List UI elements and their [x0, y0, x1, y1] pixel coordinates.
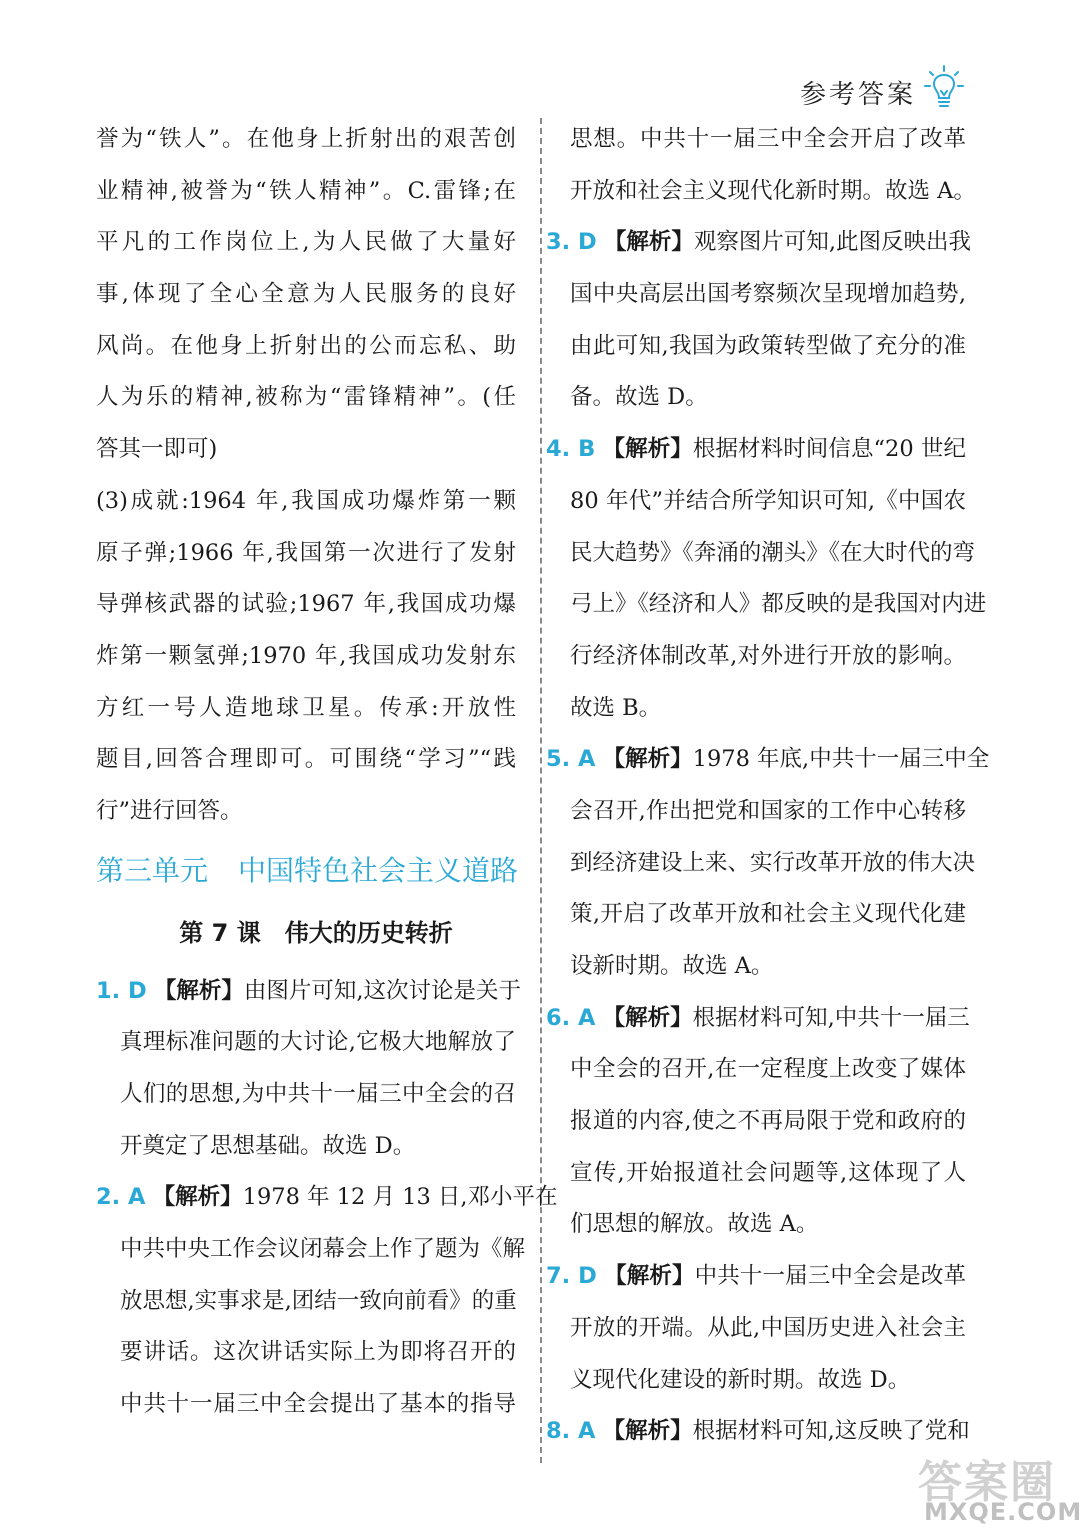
watermark-logo: [916, 1446, 1086, 1532]
answer-text: 中共十一届三中全会是改革: [694, 1263, 966, 1290]
question-number: 7. D: [546, 1263, 597, 1290]
text-line: 要讲话。这次讲话实际上为即将召开的: [120, 1339, 516, 1366]
analysis-tag: 【解析】: [152, 1184, 243, 1211]
text-line: 平凡的工作岗位上,为人民做了大量好: [96, 229, 516, 256]
text-line: 中全会的召开,在一定程度上改变了媒体: [570, 1056, 966, 1083]
answer-item-4: [546, 424, 987, 734]
left-column: [96, 114, 558, 1431]
question-number: 4. B: [546, 436, 596, 463]
text-line: 行”进行回答。: [96, 797, 243, 824]
text-line: 设新时期。故选 A。: [570, 953, 774, 979]
text-line: 誉为“铁人”。在他身上折射出的艰苦创: [96, 126, 516, 152]
text-line: 弓上》《经济和人》都反映的是我国对内进: [570, 591, 987, 618]
text-line: 开放的开端。从此,中国历史进入社会主: [570, 1314, 966, 1341]
text-line: 风尚。在他身上折射出的公而忘私、助: [96, 332, 516, 359]
text-line: 放思想,实事求是,团结一致向前看》的重: [120, 1287, 517, 1314]
analysis-tag: 【解析】: [603, 229, 694, 256]
text-line: 开放和社会主义现代化新时期。故选 A。: [570, 177, 976, 204]
answer-text: 1978 年 12 月 13 日,邓小平在: [242, 1184, 558, 1211]
text-line: (3)成就:1964 年,我国成功爆炸第一颗: [96, 487, 516, 514]
text-line: 到经济建设上来、实行改革开放的伟大决: [570, 849, 976, 876]
question-number: 3. D: [546, 229, 597, 256]
text-line: 报道的内容,使之不再局限于党和政府的: [570, 1108, 966, 1135]
text-line: 中共十一届三中全会提出了基本的指导: [120, 1391, 516, 1418]
text-line: 事,体现了全心全意为人民服务的良好: [96, 281, 516, 308]
text-line: 义现代化建设的新时期。故选 D。: [570, 1366, 911, 1393]
text-line: 开奠定了思想基础。故选 D。: [120, 1132, 416, 1159]
analysis-tag: 【解析】: [602, 746, 693, 773]
analysis-tag: 【解析】: [602, 436, 693, 463]
answer-item-2: [96, 1172, 558, 1430]
answer-text: 1978 年底,中共十一届三中全: [692, 746, 990, 773]
text-line: 宣传,开始报道社会问题等,这体现了人: [570, 1159, 966, 1186]
answer-item-5: [546, 734, 990, 992]
unit-number: 第三单元: [96, 853, 209, 887]
text-line: 国中央高层出国考察频次呈现增加趋势,: [570, 281, 966, 308]
text-line: 中共中央工作会议闭幕会上作了题为《解: [120, 1236, 526, 1263]
answer-text: 根据材料时间信息“20 世纪: [692, 436, 967, 463]
text-line: 们思想的解放。故选 A。: [570, 1211, 819, 1238]
answer-item-1: [96, 966, 522, 1173]
answer-text: 根据材料可知,中共十一届三: [692, 1004, 970, 1031]
question-number: 1. D: [96, 977, 147, 1004]
lesson-title: 第 7 课 伟大的历史转折: [179, 918, 453, 947]
text-line: 思想。中共十一届三中全会开启了改革: [570, 126, 966, 152]
text-line: 真理标准问题的大讨论,它极大地解放了: [120, 1029, 516, 1056]
unit-title: [96, 840, 519, 902]
header-title: 参考答案: [800, 80, 917, 110]
lightbulb-icon: [922, 64, 966, 110]
unit-name: 中国特色社会主义道路: [238, 853, 519, 887]
text-line: 导弹核武器的试验;1967 年,我国成功爆: [96, 591, 516, 618]
analysis-tag: 【解析】: [153, 977, 244, 1004]
watermark-url: MXQE.COM: [924, 1498, 1083, 1526]
text-line: 人们的思想,为中共十一届三中全会的召: [120, 1081, 516, 1107]
text-line: 业精神,被誉为“铁人精神”。C.雷锋;在: [96, 177, 516, 204]
text-line: 故选 B。: [570, 694, 662, 721]
answer-item-7: [546, 1251, 966, 1406]
question-number: 2. A: [96, 1184, 146, 1211]
column-divider: [540, 118, 542, 1463]
text-line: 80 年代”并结合所学知识可知,《中国农: [570, 487, 966, 514]
text-line: 备。故选 D。: [570, 384, 708, 411]
analysis-tag: 【解析】: [604, 1263, 695, 1290]
question-number: 6. A: [546, 1004, 596, 1031]
answer-text: 观察图片可知,此图反映出我: [693, 229, 972, 256]
question-number: 8. A: [546, 1418, 596, 1445]
text-line: 题目,回答合理即可。可围绕“学习”“践: [96, 746, 516, 773]
text-line: 原子弹;1966 年,我国第一次进行了发射: [96, 539, 516, 566]
text-line: 炸第一颗氢弹;1970 年,我国成功发射东: [96, 642, 516, 669]
right-column: [546, 114, 990, 1458]
text-line: 会召开,作出把党和国家的工作中心转移: [570, 797, 966, 824]
text-line: 人为乐的精神,被称为“雷锋精神”。(任: [96, 384, 516, 411]
text-line: 民大趋势》《奔涌的潮头》《在大时代的弯: [570, 539, 976, 566]
analysis-tag: 【解析】: [602, 1004, 693, 1031]
text-line: 答其一即可): [96, 436, 218, 463]
answer-item-6: [546, 993, 970, 1251]
text-line: 行经济体制改革,对外进行开放的影响。: [570, 642, 966, 669]
answer-text: 由图片可知,这次讨论是关于: [243, 977, 522, 1004]
watermark-text: 答案圈: [918, 1457, 1056, 1508]
text-line: 方红一号人造地球卫星。传承:开放性: [96, 694, 516, 721]
question-number: 5. A: [546, 746, 596, 773]
answer-item-3: [546, 217, 972, 424]
answer-item-8: [546, 1406, 970, 1458]
text-line: 策,开启了改革开放和社会主义现代化建: [570, 901, 966, 928]
text-line: 由此可知,我国为政策转型做了充分的准: [570, 332, 966, 359]
answer-text: 根据材料可知,这反映了党和: [692, 1418, 970, 1445]
analysis-tag: 【解析】: [602, 1418, 693, 1445]
